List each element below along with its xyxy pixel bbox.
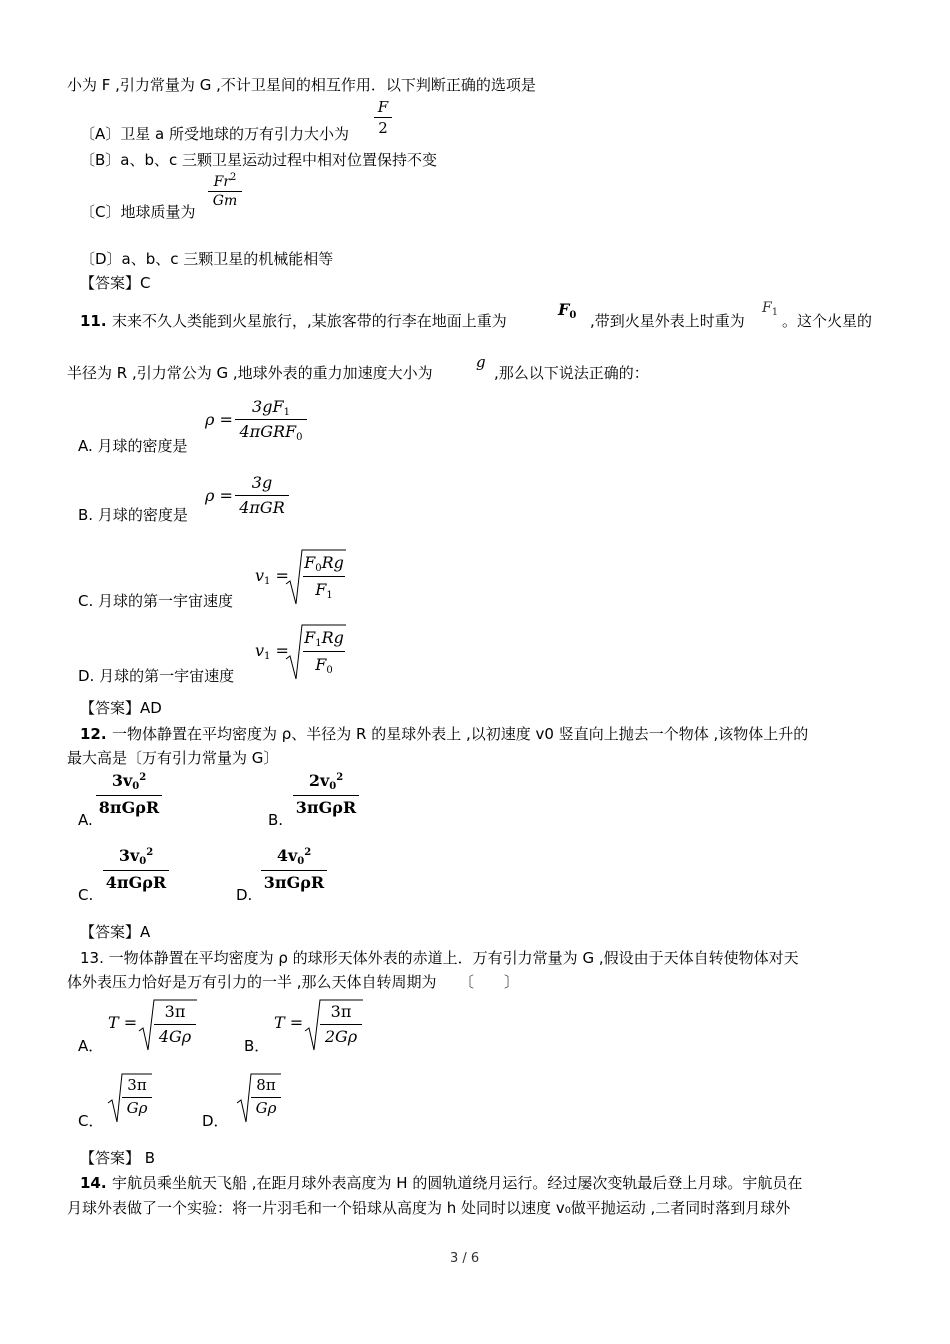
- q12-option-d-label: D.: [236, 886, 253, 904]
- q12-answer: 【答案】A: [80, 923, 151, 941]
- q11-line2b: ,那么以下说法正确的：: [494, 364, 649, 382]
- q12-option-b-label: B.: [268, 811, 284, 829]
- q14-number: 14.: [80, 1174, 107, 1192]
- q10-option-c: 〔C〕地球质量为: [80, 203, 196, 221]
- q11-number: 11.: [80, 312, 107, 330]
- q13-option-c-label: C．: [78, 1112, 104, 1130]
- q12-line2: 最大高是〔万有引力常量为 G〕: [67, 749, 279, 767]
- q11-symbol-f0: $F_0$: [558, 300, 577, 321]
- q11-option-c: C. 月球的第一宇宙速度: [78, 592, 234, 610]
- q13-option-d-label: D．: [202, 1112, 229, 1130]
- q10-option-a-formula: [374, 98, 392, 137]
- q11-line2a: 半径为 R ,引力常公为 G ,地球外表的重力加速度大小为: [67, 364, 433, 382]
- q10-a-denominator: 2: [378, 119, 388, 137]
- q13-line1: 13. 一物体静置在平均密度为 ρ 的球形天体外表的赤道上．万有引力常量为 G ,假设由于天体自转使物体对天: [80, 949, 799, 967]
- q10-answer: 【答案】C: [80, 274, 151, 292]
- q10-option-a: 〔A〕卫星 a 所受地球的万有引力大小为: [80, 125, 349, 143]
- intro-line: 小为 F ,引力常量为 G ,不计卫星间的相互作用．以下判断正确的选项是: [67, 76, 536, 94]
- q12-line1: 一物体静置在平均密度为 ρ、半径为 R 的星球外表上 ,以初速度 v0 竖直向上抛去一个物体 ,该物体上升的: [112, 725, 809, 743]
- q13-answer: 【答案】 B: [80, 1149, 156, 1167]
- q10-c-denominator: Gm: [212, 193, 238, 209]
- q11-symbol-g: g: [476, 353, 486, 371]
- q14-line1: 宇航员乘坐航天飞船 ,在距月球外表高度为 H 的圆轨道绕月运行。经过屡次变轨最后登上月球。宇航员在: [112, 1174, 803, 1192]
- q11-symbol-f1: $F_1$: [762, 300, 779, 318]
- q12-option-c-label: C.: [78, 886, 94, 904]
- q13-option-b-label: B．: [244, 1037, 270, 1055]
- q13-option-a-label: A．: [78, 1037, 104, 1055]
- q10-option-b: 〔B〕a、b、c 三颗卫星运动过程中相对位置保持不变: [80, 151, 438, 169]
- q11-option-d: D. 月球的第一宇宙速度: [78, 667, 235, 685]
- q11-option-b: B. 月球的密度是: [78, 506, 188, 524]
- q10-a-numerator: F: [377, 98, 389, 116]
- q11-line1a: 末来不久人类能到火星旅行，,某旅客带的行李在地面上重为: [112, 312, 507, 330]
- q12-option-a-label: A.: [78, 811, 93, 829]
- q11-answer: 【答案】AD: [80, 699, 162, 717]
- q12-number: 12.: [80, 725, 107, 743]
- q10-c-numerator: Fr: [213, 174, 231, 190]
- q10-option-d: 〔D〕a、b、c 三颗卫星的机械能相等: [80, 250, 334, 268]
- q11-line1b: ,带到火星外表上时重为: [590, 312, 745, 330]
- page-number: 3 / 6: [450, 1251, 480, 1266]
- q10-option-c-formula: Fr$^2$ Gm: [208, 172, 242, 209]
- q13-line2: 体外表压力恰好是万有引力的一半 ,那么天体自转周期为 〔 〕: [67, 973, 520, 991]
- q14-line2: 月球外表做了一个实验：将一片羽毛和一个铅球从高度为 h 处同时以速度 v₀做平抛运动 ,二者同时落到月球外: [67, 1199, 791, 1217]
- q11-option-a: A. 月球的密度是: [78, 437, 188, 455]
- q11-line1c: 。这个火星的: [782, 312, 873, 330]
